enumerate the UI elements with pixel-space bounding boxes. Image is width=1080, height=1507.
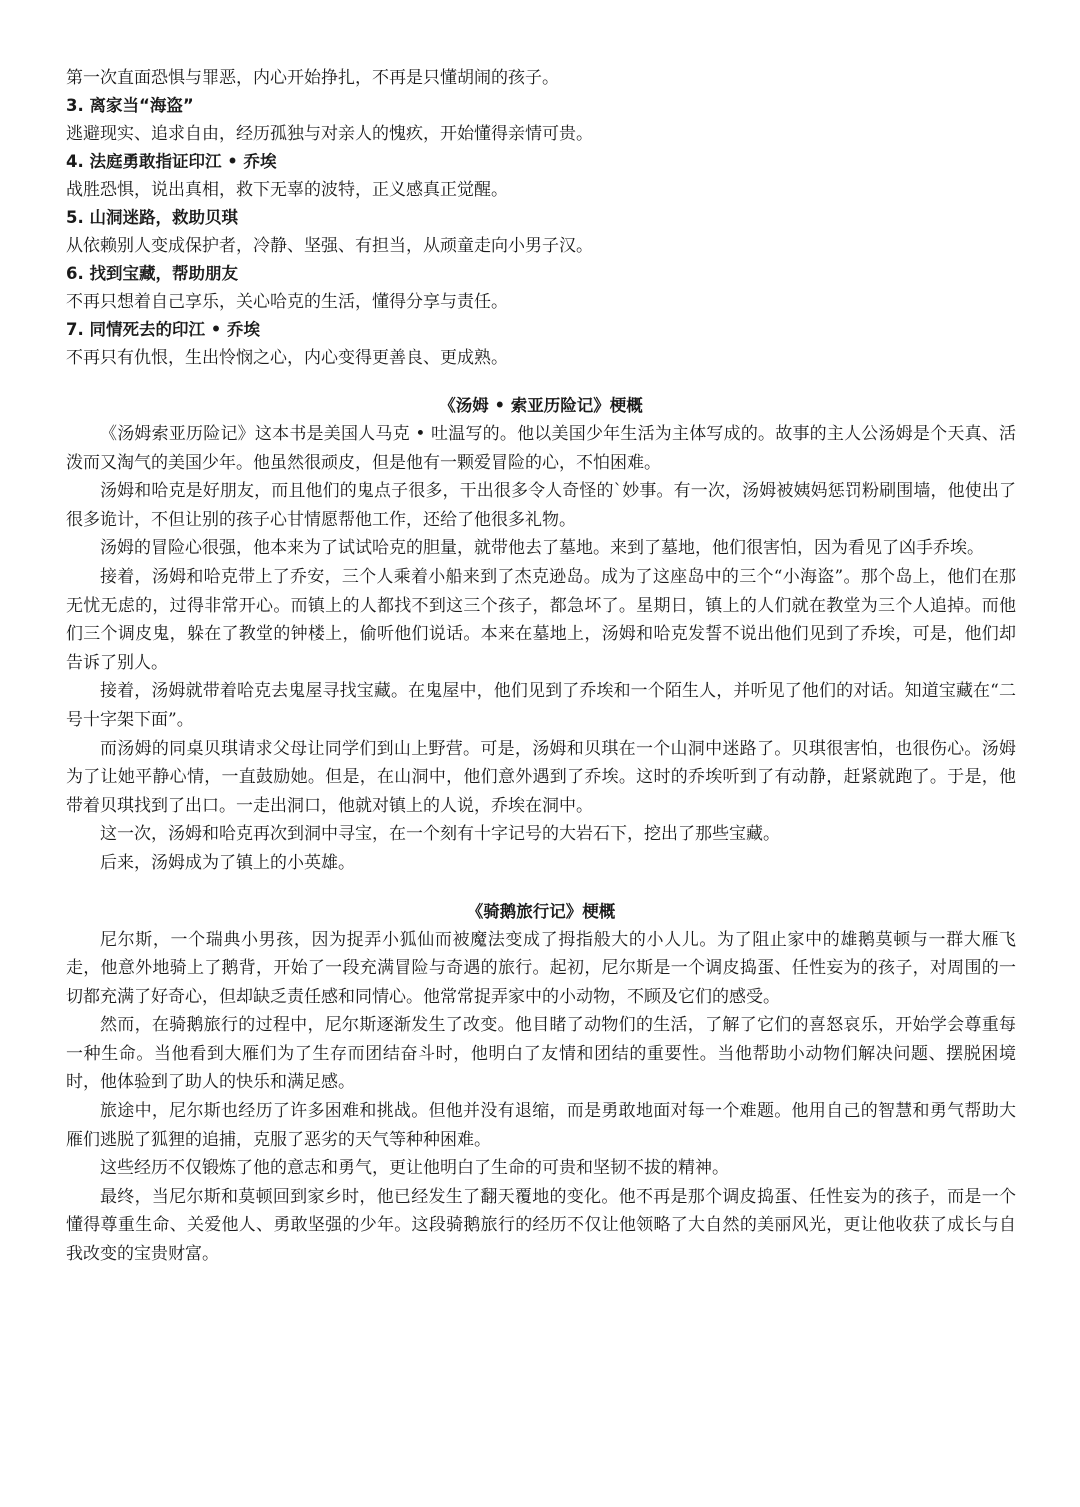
- tom-paragraph: 而汤姆的同桌贝琪请求父母让同学们到山上野营。可是，汤姆和贝琪在一个山洞中迷路了。贝琪很害怕，也很伤心。汤姆为了让她平静心情，一直鼓励她。但是，在山洞中，他们意外遇到了乔埃。这时的乔埃听到了有动静，赶紧就跑了。于是，他带着贝琪找到了出口。一走出洞口，他就对镇上的人说，乔埃在洞中。: [66, 738, 1016, 816]
- tom-paragraph: 汤姆和哈克是好朋友，而且他们的鬼点子很多，干出很多令人奇怪的`妙事。有一次，汤姆被姨妈惩罚粉刷围墙，他使出了很多诡计，不但让别的孩子心甘情愿帮他工作，还给了他很多礼物。: [66, 481, 1016, 530]
- nils-paragraph: 最终，当尼尔斯和莫顿回到家乡时，他已经发生了翻天覆地的变化。他不再是那个调皮捣蛋、任性妄为的孩子，而是一个懂得尊重生命、关爱他人、勇敢坚强的少年。这段骑鹅旅行的经历不仅让他领略了大自然的美丽风光，更让他收获了成长与自我改变的宝贵财富。: [66, 1186, 1016, 1265]
- growth-point-text: 不再只想着自己享乐，关心哈克的生活，懂得分享与责任。: [66, 292, 508, 312]
- nils-paragraph: 这些经历不仅锻炼了他的意志和勇气，更让他明白了生命的可贵和坚韧不拔的精神。: [100, 1158, 729, 1179]
- growth-point-heading: 5. 山洞迷路，救助贝琪: [66, 208, 238, 227]
- tom-paragraph: 这一次，汤姆和哈克再次到洞中寻宝，在一个刻有十字记号的大岩石下，挖出了那些宝藏。: [100, 824, 780, 845]
- nils-paragraph: 然而，在骑鹅旅行的过程中，尼尔斯逐渐发生了改变。他目睹了动物们的生活，了解了它们的喜怒哀乐，开始学会尊重每一种生命。当他看到大雁们为了生存而团结奋斗时，他明白了友情和团结的重要性。当他帮助小动物们解决问题、摆脱困境时，他体验到了助人的快乐和满足感。: [66, 1015, 1016, 1093]
- nils-title: 《骑鹅旅行记》梗概: [466, 901, 616, 921]
- nils-paragraph: 旅途中，尼尔斯也经历了许多困难和挑战。但他并没有退缩，而是勇敢地面对每一个难题。他用自己的智慧和勇气帮助大雁们逃脱了狐狸的追捕，克服了恶劣的天气等种种困难。: [66, 1101, 1016, 1150]
- tom-paragraph: 接着，汤姆和哈克带上了乔安，三个人乘着小船来到了杰克逊岛。成为了这座岛中的三个“小海盗”。那个岛上，他们在那无忧无虑的，过得非常开心。而镇上的人都找不到这三个孩子，都急坏了。星期日，镇上的人们就在教堂为三个人追掉。而他们三个调皮鬼，躲在了教堂的钟楼上，偷听他们说话。本来在墓地上，汤姆和哈克发誓不说出他们见到了乔埃，可是，他们却告诉了别人。: [66, 566, 1016, 673]
- nils-summary: [66, 898, 1016, 1269]
- growth-point-heading: 7. 同情死去的印江 • 乔埃: [66, 320, 261, 339]
- growth-point-heading: 4. 法庭勇敢指证印江 • 乔埃: [66, 152, 277, 171]
- tom-sawyer-title: 《汤姆 • 索亚历险记》梗概: [439, 396, 643, 415]
- tom-paragraph: 接着，汤姆就带着哈克去鬼屋寻找宝藏。在鬼屋中，他们见到了乔埃和一个陌生人，并听见了他们的对话。知道宝藏在“二号十字架下面”。: [66, 681, 1016, 730]
- tom-paragraph: 《汤姆索亚历险记》这本书是美国人马克 • 吐温写的。他以美国少年生活为主体写成的。故事的主人公汤姆是个天真、活泼而又淘气的美国少年。他虽然很顽皮，但是他有一颗爱冒险的心，不怕困难。: [66, 424, 1016, 473]
- intro-line: 第一次直面恐惧与罪恶，内心开始挣扎，不再是只懂胡闹的孩子。: [66, 68, 559, 88]
- tom-sawyer-summary: [66, 392, 1016, 878]
- growth-point-heading: 3. 离家当“海盗”: [66, 96, 194, 115]
- document-page: [66, 64, 1016, 1269]
- growth-points-list: [66, 92, 1016, 372]
- growth-point-text: 战胜恐惧，说出真相，救下无辜的波特，正义感真正觉醒。: [66, 180, 508, 200]
- growth-point-text: 逃避现实、追求自由，经历孤独与对亲人的愧疚，开始懂得亲情可贵。: [66, 124, 593, 144]
- tom-paragraph: 后来，汤姆成为了镇上的小英雄。: [100, 852, 355, 873]
- tom-paragraph: 汤姆的冒险心很强，他本来为了试试哈克的胆量，就带他去了墓地。来到了墓地，他们很害怕，因为看见了凶手乔埃。: [100, 538, 984, 559]
- growth-point-text: 从依赖别人变成保护者，冷静、坚强、有担当，从顽童走向小男子汉。: [66, 236, 593, 256]
- growth-point-heading: 6. 找到宝藏，帮助朋友: [66, 264, 238, 283]
- nils-paragraph: 尼尔斯，一个瑞典小男孩，因为捉弄小狐仙而被魔法变成了拇指般大的小人儿。为了阻止家中的雄鹅莫顿与一群大雁飞走，他意外地骑上了鹅背，开始了一段充满冒险与奇遇的旅行。起初，尼尔斯是一个调皮捣蛋、任性妄为的孩子，对周围的一切都充满了好奇心，但却缺乏责任感和同情心。他常常捉弄家中的小动物，不顾及它们的感受。: [66, 929, 1016, 1007]
- growth-point-text: 不再只有仇恨，生出怜悯之心，内心变得更善良、更成熟。: [66, 348, 508, 368]
